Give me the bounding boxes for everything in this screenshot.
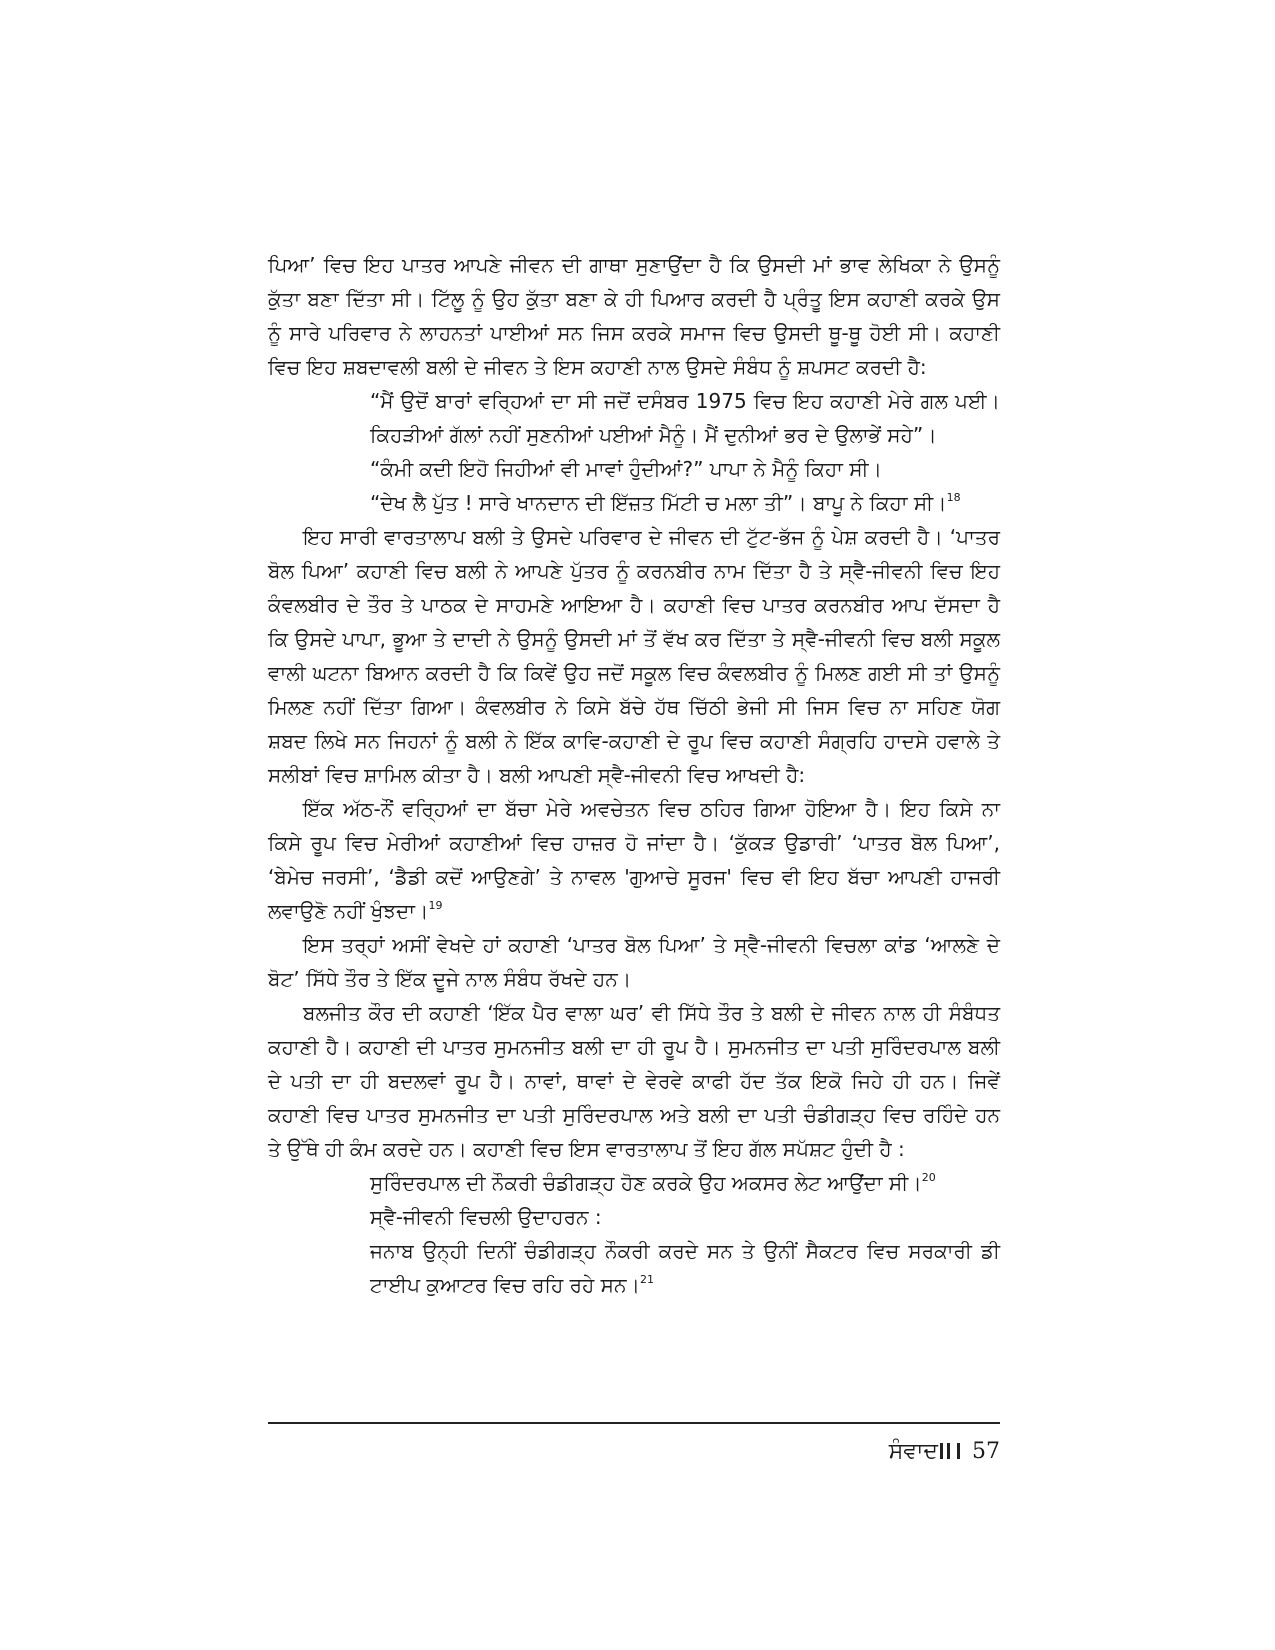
- paragraph-3-text: ਇੱਕ ਅੱਠ-ਨੌਂ ਵਰ੍ਹਿਆਂ ਦਾ ਬੱਚਾ ਮੇਰੇ ਅਵਚੇਤਨ ਵਿਚ ਠਹਿਰ ਗਿਆ ਹੋਇਆ ਹੈ। ਇਹ ਕਿਸੇ ਨਾ ਕਿਸੇ ਰੂਪ ਵਿਚ ਮੇਰੀਆਂ ਕਹਾਣੀਆਂ ਵਿਚ ਹਾਜ਼ਰ ਹੋ ਜਾਂਦਾ ਹੈ। ‘ਕੁੱਕੜ ਉਡਾਰੀ’ ‘ਪਾਤਰ ਬੋਲ ਪਿਆ’, ‘ਬੇਮੇਚ ਜਰਸੀ’, ‘ਡੈਡੀ ਕਦੋਂ ਆਉਣਗੇ’ ਤੇ ਨਾਵਲ 'ਗੁਆਚੇ ਸੂਰਜ' ਵਿਚ ਵੀ ਇਹ ਬੱਚਾ ਆਪਣੀ ਹਾਜਰੀ ਲਵਾਉਣੋ ਨਹੀਂ ਖੁੰਝਦਾ।: [268, 797, 1000, 923]
- block-quote-5-text: ਜਨਾਬ ਉਨ੍ਹੀ ਦਿਨੀਂ ਚੰਡੀਗੜ੍ਹ ਨੌਕਰੀ ਕਰਦੇ ਸਨ ਤੇ ਉਨੀਂ ਸੈਕਟਰ ਵਿਚ ਸਰਕਾਰੀ ਡੀ ਟਾਈਪ ਕੁਆਟਰ ਵਿਚ ਰਹਿ ਰਹੇ ਸਨ।: [370, 1239, 1000, 1297]
- paragraph-3: [268, 792, 1000, 928]
- paragraph-2: ਇਹ ਸਾਰੀ ਵਾਰਤਾਲਾਪ ਬਲੀ ਤੇ ਉਸਦੇ ਪਰਿਵਾਰ ਦੇ ਜੀਵਨ ਦੀ ਟੁੱਟ-ਭੱਜ ਨੂੰ ਪੇਸ਼ ਕਰਦੀ ਹੈ। ‘ਪਾਤਰ ਬੋਲ ਪਿਆ’ ਕਹਾਣੀ ਵਿਚ ਬਲੀ ਨੇ ਆਪਣੇ ਪੁੱਤਰ ਨੂੰ ਕਰਨਬੀਰ ਨਾਮ ਦਿੱਤਾ ਹੈ ਤੇ ਸ੍ਵੈ-ਜੀਵਨੀ ਵਿਚ ਇਹ ਕੰਵਲਬੀਰ ਦੇ ਤੌਰ ਤੇ ਪਾਠਕ ਦੇ ਸਾਹਮਣੇ ਆਇਆ ਹੈ। ਕਹਾਣੀ ਵਿਚ ਪਾਤਰ ਕਰਨਬੀਰ ਆਪ ਦੱਸਦਾ ਹੈ ਕਿ ਉਸਦੇ ਪਾਪਾ, ਭੂਆ ਤੇ ਦਾਦੀ ਨੇ ਉਸਨੂੰ ਉਸਦੀ ਮਾਂ ਤੋਂ ਵੱਖ ਕਰ ਦਿੱਤਾ ਤੇ ਸ੍ਵੈ-ਜੀਵਨੀ ਵਿਚ ਬਲੀ ਸਕੂਲ ਵਾਲੀ ਘਟਨਾ ਬਿਆਨ ਕਰਦੀ ਹੈ ਕਿ ਕਿਵੇਂ ਉਹ ਜਦੋਂ ਸਕੂਲ ਵਿਚ ਕੰਵਲਬੀਰ ਨੂੰ ਮਿਲਣ ਗਈ ਸੀ ਤਾਂ ਉਸਨੂੰ ਮਿਲਣ ਨਹੀਂ ਦਿੱਤਾ ਗਿਆ। ਕੰਵਲਬੀਰ ਨੇ ਕਿਸੇ ਬੱਚੇ ਹੱਥ ਚਿੱਠੀ ਭੇਜੀ ਸੀ ਜਿਸ ਵਿਚ ਨਾ ਸਹਿਣ ਯੋਗ ਸ਼ਬਦ ਲਿਖੇ ਸਨ ਜਿਹਨਾਂ ਨੂੰ ਬਲੀ ਨੇ ਇੱਕ ਕਾਵਿ-ਕਹਾਣੀ ਦੇ ਰੂਪ ਵਿਚ ਕਹਾਣੀ ਸੰਗ੍ਰਹਿ ਹਾਦਸੇ ਹਵਾਲੇ ਤੇ ਸਲੀਬਾਂ ਵਿਚ ਸ਼ਾਮਿਲ ਕੀਤਾ ਹੈ। ਬਲੀ ਆਪਣੀ ਸ੍ਵੈ-ਜੀਵਨੀ ਵਿਚ ਆਖਦੀ ਹੈ:: [268, 525, 1000, 787]
- block-quote-5: [370, 1234, 1000, 1302]
- journal-name: ਸੰਵਾਦ: [888, 1439, 938, 1464]
- footer-divider: [268, 1422, 1000, 1424]
- footnote-ref-19: 19: [428, 899, 443, 912]
- block-quote-3: [370, 486, 1000, 520]
- footnote-ref-21: 21: [639, 1273, 654, 1286]
- example-label: ਸ੍ਵੈ-ਜੀਵਨੀ ਵਿਚਲੀ ਉਦਾਹਰਨ :: [370, 1205, 602, 1229]
- body-text: [268, 248, 1000, 1302]
- footnote-ref-20: 20: [921, 1171, 936, 1184]
- block-quote-4-text: ਸੁਰਿੰਦਰਪਾਲ ਦੀ ਨੌਕਰੀ ਚੰਡੀਗੜ੍ਹ ਹੋਣ ਕਰਕੇ ਉਹ ਅਕਸਰ ਲੇਟ ਆਉਂਦਾ ਸੀ।: [370, 1171, 922, 1195]
- block-quote-2: “ਕੰਮੀ ਕਦੀ ਇਹੋ ਜਿਹੀਆਂ ਵੀ ਮਾਵਾਂ ਹੁੰਦੀਆਂ?” ਪਾਪਾ ਨੇ ਮੈਨੂੰ ਕਿਹਾ ਸੀ।: [370, 457, 883, 481]
- footnote-ref-18: 18: [946, 491, 961, 504]
- paragraph-1: ਪਿਆ’ ਵਿਚ ਇਹ ਪਾਤਰ ਆਪਣੇ ਜੀਵਨ ਦੀ ਗਾਥਾ ਸੁਣਾਉਂਦਾ ਹੈ ਕਿ ਉਸਦੀ ਮਾਂ ਭਾਵ ਲੇਖਿਕਾ ਨੇ ਉਸਨੂੰ ਕੁੱਤਾ ਬਣਾ ਦਿੱਤਾ ਸੀ। ਟਿੱਲੂ ਨੂੰ ਉਹ ਕੁੱਤਾ ਬਣਾ ਕੇ ਹੀ ਪਿਆਰ ਕਰਦੀ ਹੈ ਪ੍ਰੰਤੂ ਇਸ ਕਹਾਣੀ ਕਰਕੇ ਉਸ ਨੂੰ ਸਾਰੇ ਪਰਿਵਾਰ ਨੇ ਲਾਹਨਤਾਂ ਪਾਈਆਂ ਸਨ ਜਿਸ ਕਰਕੇ ਸਮਾਜ ਵਿਚ ਉਸਦੀ ਥੂ-ਥੂ ਹੋਈ ਸੀ। ਕਹਾਣੀ ਵਿਚ ਇਹ ਸ਼ਬਦਾਵਲੀ ਬਲੀ ਦੇ ਜੀਵਨ ਤੇ ਇਸ ਕਹਾਣੀ ਨਾਲ ਉਸਦੇ ਸੰਬੰਧ ਨੂੰ ਸ਼ਪਸਟ ਕਰਦੀ ਹੈ:: [268, 253, 1000, 379]
- page-number: 57: [972, 1439, 1000, 1464]
- page-footer: [700, 1437, 1000, 1467]
- block-quote-4: [370, 1166, 1000, 1200]
- block-quote-1: “ਮੈਂ ਉਦੋਂ ਬਾਰਾਂ ਵਰ੍ਹਿਆਂ ਦਾ ਸੀ ਜਦੋਂ ਦਸੰਬਰ 1975 ਵਿਚ ਇਹ ਕਹਾਣੀ ਮੇਰੇ ਗਲ ਪਈ। ਕਿਹੜੀਆਂ ਗੱਲਾਂ ਨਹੀਂ ਸੁਣਨੀਆਂ ਪਈਆਂ ਮੈਨੂੰ। ਮੈਂ ਦੁਨੀਆਂ ਭਰ ਦੇ ਉਲਾਭੇਂ ਸਹੇ”।: [370, 389, 1000, 447]
- bars-ornament-icon: [940, 1443, 960, 1459]
- paragraph-5: ਬਲਜੀਤ ਕੌਰ ਦੀ ਕਹਾਣੀ ‘ਇੱਕ ਪੈਰ ਵਾਲਾ ਘਰ’ ਵੀ ਸਿੱਧੇ ਤੌਰ ਤੇ ਬਲੀ ਦੇ ਜੀਵਨ ਨਾਲ ਹੀ ਸੰਬੰਧਤ ਕਹਾਣੀ ਹੈ। ਕਹਾਣੀ ਦੀ ਪਾਤਰ ਸੁਮਨਜੀਤ ਬਲੀ ਦਾ ਹੀ ਰੂਪ ਹੈ। ਸੁਮਨਜੀਤ ਦਾ ਪਤੀ ਸੁਰਿੰਦਰਪਾਲ ਬਲੀ ਦੇ ਪਤੀ ਦਾ ਹੀ ਬਦਲਵਾਂ ਰੂਪ ਹੈ। ਨਾਵਾਂ, ਥਾਵਾਂ ਦੇ ਵੇਰਵੇ ਕਾਫੀ ਹੱਦ ਤੱਕ ਇਕੋ ਜਿਹੇ ਹੀ ਹਨ। ਜਿਵੇਂ ਕਹਾਣੀ ਵਿਚ ਪਾਤਰ ਸੁਮਨਜੀਤ ਦਾ ਪਤੀ ਸੁਰਿੰਦਰਪਾਲ ਅਤੇ ਬਲੀ ਦਾ ਪਤੀ ਚੰਡੀਗੜ੍ਹ ਵਿਚ ਰਹਿੰਦੇ ਹਨ ਤੇ ਉੱਥੇ ਹੀ ਕੰਮ ਕਰਦੇ ਹਨ। ਕਹਾਣੀ ਵਿਚ ਇਸ ਵਾਰਤਾਲਾਪ ਤੋਂ ਇਹ ਗੱਲ ਸਪੱਸ਼ਟ ਹੁੰਦੀ ਹੈ :: [268, 1001, 1000, 1161]
- paragraph-4: ਇਸ ਤਰ੍ਹਾਂ ਅਸੀਂ ਵੇਖਦੇ ਹਾਂ ਕਹਾਣੀ ‘ਪਾਤਰ ਬੋਲ ਪਿਆ’ ਤੇ ਸ੍ਵੈ-ਜੀਵਨੀ ਵਿਚਲਾ ਕਾਂਡ ‘ਆਲਣੇ ਦੇ ਬੋਟ’ ਸਿੱਧੇ ਤੌਰ ਤੇ ਇੱਕ ਦੂਜੇ ਨਾਲ ਸੰਬੰਧ ਰੱਖਦੇ ਹਨ।: [268, 933, 1000, 991]
- block-quote-3-text: “ਦੇਖ ਲੈ ਪੁੱਤ ! ਸਾਰੇ ਖਾਨਦਾਨ ਦੀ ਇੱਜ਼ਤ ਮਿੱਟੀ ਚ ਮਲਾ ਤੀ”। ਬਾਪੂ ਨੇ ਕਿਹਾ ਸੀ।: [370, 491, 947, 515]
